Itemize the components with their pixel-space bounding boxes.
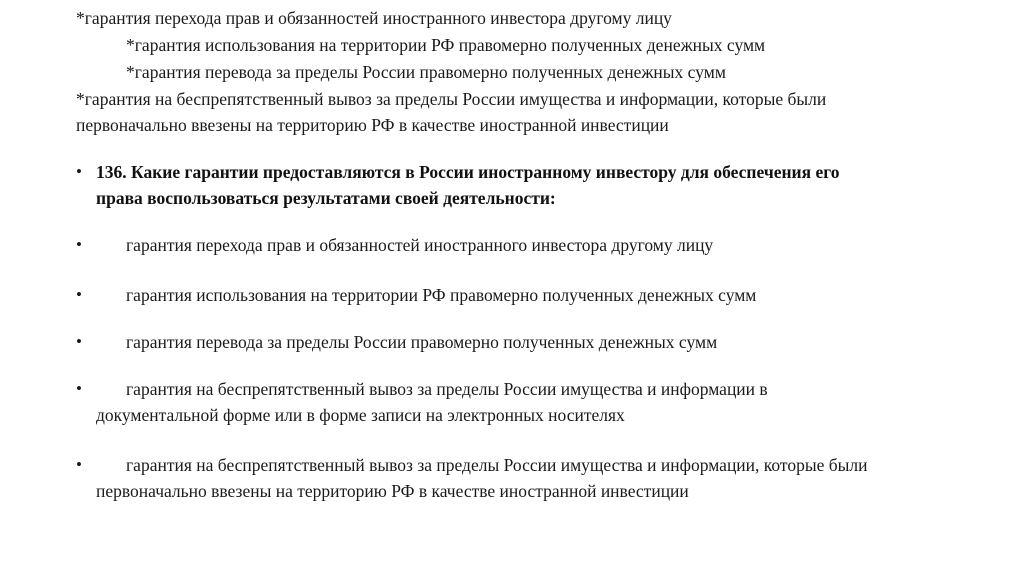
option-5-bullet: • bbox=[76, 455, 82, 474]
option-5-text-line-2: первоначально ввезены на территорию РФ в качестве иностранной инвестиции bbox=[96, 481, 689, 501]
option-5-text-line-1: гарантия на беспрепятственный вывоз за пределы России имущества и информации, которые были bbox=[126, 455, 868, 475]
option-1-bullet: • bbox=[76, 235, 82, 254]
intro-line-4-continued: первоначально ввезены на территорию РФ в качестве иностранной инвестиции bbox=[76, 115, 669, 135]
option-3-bullet: • bbox=[76, 332, 82, 351]
option-1-text: гарантия перехода прав и обязанностей иностранного инвестора другому лицу bbox=[126, 235, 714, 255]
intro-line-4: *гарантия на беспрепятственный вывоз за пределы России имущества и информации, которые были bbox=[76, 89, 827, 109]
intro-line-2: *гарантия использования на территории РФ правомерно полученных денежных сумм bbox=[126, 35, 766, 55]
question-text-line-1: 136. Какие гарантии предоставляются в России иностранному инвестору для обеспечения его bbox=[96, 162, 840, 182]
question-text-line-2: права воспользоваться результатами своей деятельности: bbox=[96, 188, 556, 208]
option-4-text-line-1: гарантия на беспрепятственный вывоз за пределы России имущества и информации в bbox=[126, 379, 768, 399]
intro-line-3: *гарантия перевода за пределы России правомерно полученных денежных сумм bbox=[126, 62, 726, 82]
option-3-text: гарантия перевода за пределы России правомерно полученных денежных сумм bbox=[126, 332, 718, 352]
option-4-text-line-2: документальной форме или в форме записи на электронных носителях bbox=[96, 405, 625, 425]
option-2-bullet: • bbox=[76, 285, 82, 304]
option-4-bullet: • bbox=[76, 379, 82, 398]
question-bullet: • bbox=[76, 162, 82, 181]
option-2-text: гарантия использования на территории РФ правомерно полученных денежных сумм bbox=[126, 285, 757, 305]
intro-line-1: *гарантия перехода прав и обязанностей иностранного инвестора другому лицу bbox=[76, 8, 672, 28]
